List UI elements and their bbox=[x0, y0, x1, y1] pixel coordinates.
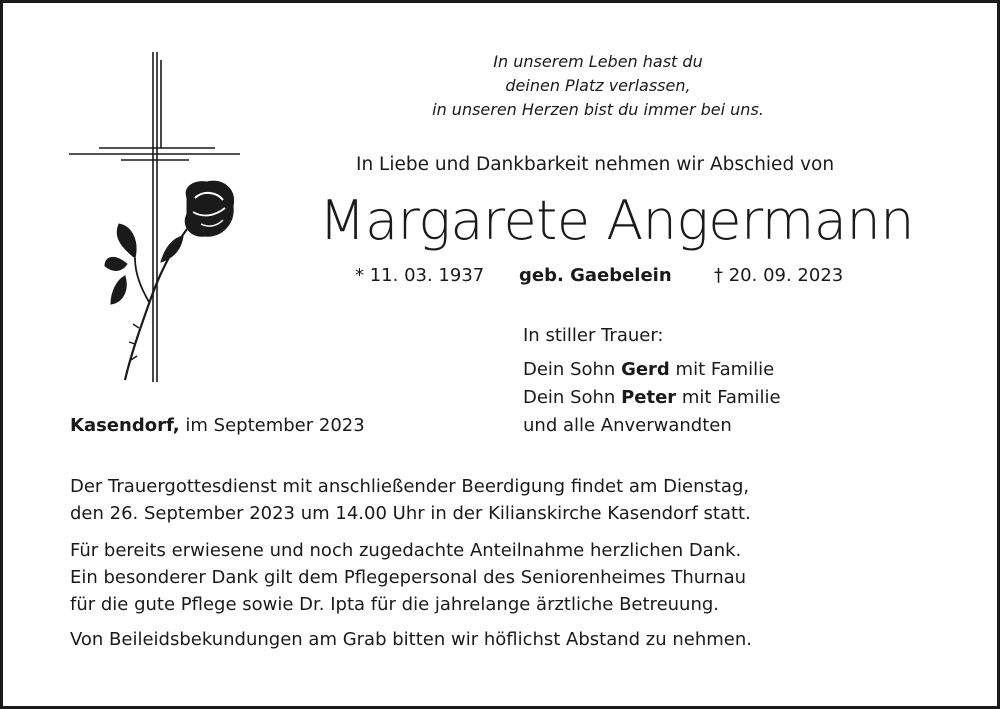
mourner-relation: Dein Sohn bbox=[523, 387, 616, 408]
service-line-1: Der Trauergottesdienst mit anschließender Beerdigung findet am Dienstag, bbox=[70, 476, 750, 497]
mourners-heading: In stiller Trauer: bbox=[523, 325, 664, 346]
poem-line-2: deinen Platz verlassen, bbox=[505, 76, 691, 95]
service-line-2: den 26. September 2023 um 14.00 Uhr in der Kilianskirche Kasendorf statt. bbox=[70, 503, 751, 524]
deceased-name: Margarete Angermann bbox=[319, 189, 914, 252]
thanks-line-1: Für bereits erwiesene und noch zugedachte Anteilnahme herzlichen Dank. bbox=[70, 540, 742, 561]
request-line: Von Beileidsbekundungen am Grab bitten wir höflichst Abstand zu nehmen. bbox=[70, 629, 753, 650]
mourner-line-1 bbox=[523, 359, 774, 380]
mourner-line-3: und alle Anverwandten bbox=[523, 415, 732, 436]
poem-line-1: In unserem Leben hast du bbox=[493, 52, 703, 71]
death-date: † 20. 09. 2023 bbox=[714, 265, 844, 286]
cross-with-rose-icon bbox=[65, 48, 245, 388]
mourner-name: Gerd bbox=[621, 359, 670, 380]
mourner-line-2 bbox=[523, 387, 781, 408]
poem-line-3: in unseren Herzen bist du immer bei uns. bbox=[432, 100, 764, 119]
mourner-name: Peter bbox=[621, 387, 677, 408]
thanks-line-2: Ein besonderer Dank gilt dem Pflegepersonal des Seniorenheimes Thurnau bbox=[70, 567, 747, 588]
thanks-line-3: für die gute Pflege sowie Dr. Ipta für die jahrelange ärztliche Betreuung. bbox=[70, 594, 720, 615]
birth-date: * 11. 03. 1937 bbox=[355, 265, 485, 286]
rose-icon bbox=[105, 181, 234, 380]
place-month: im September 2023 bbox=[185, 415, 365, 436]
place-town: Kasendorf, bbox=[70, 415, 180, 436]
place-date bbox=[70, 415, 365, 436]
intro-text: In Liebe und Dankbarkeit nehmen wir Abschied von bbox=[356, 154, 835, 175]
mourner-suffix: mit Familie bbox=[675, 359, 775, 380]
mourner-relation: Dein Sohn bbox=[523, 359, 616, 380]
mourner-suffix: mit Familie bbox=[681, 387, 781, 408]
maiden-name: geb. Gaebelein bbox=[519, 265, 672, 286]
